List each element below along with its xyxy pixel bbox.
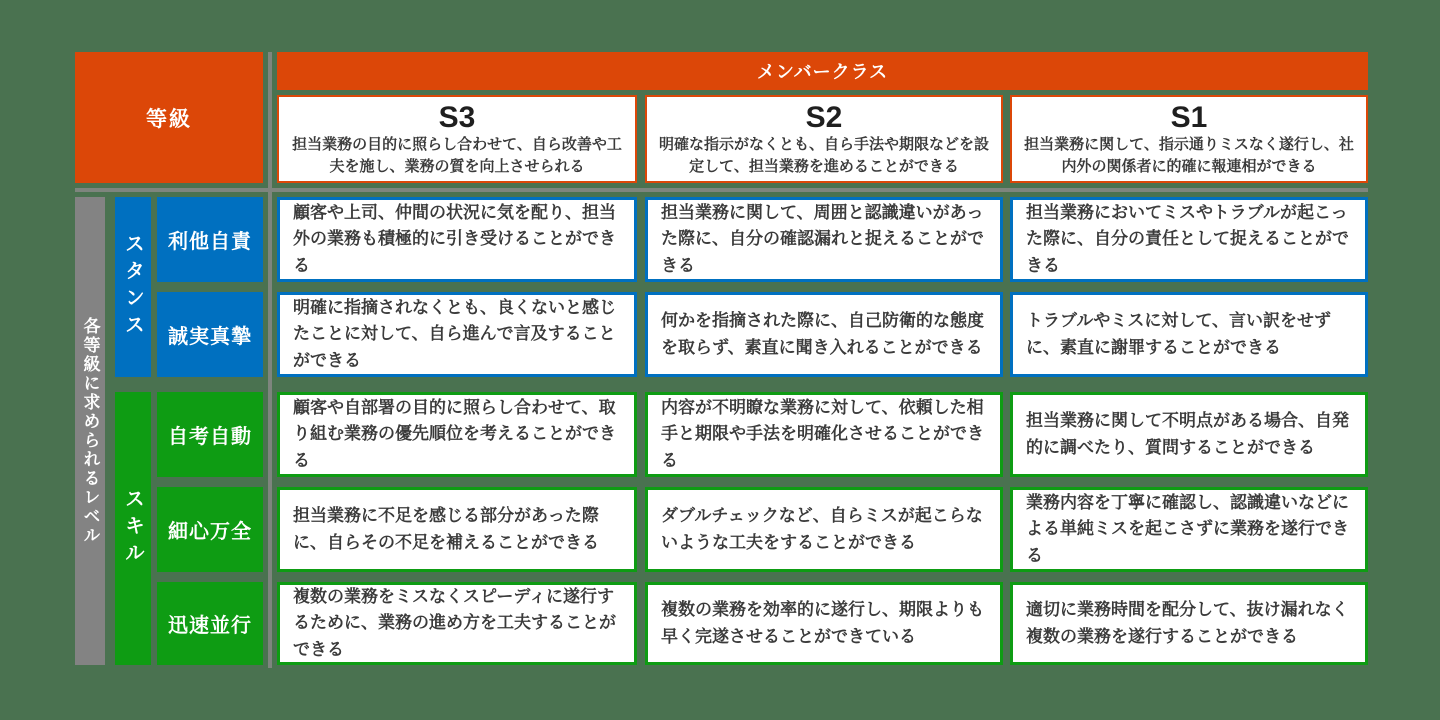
- cell-text: 明確に指摘されなくとも、良くないと感じたことに対して、自ら進んで言及することができる: [293, 297, 616, 370]
- level-axis-label: 各等級に求められるレベル: [80, 317, 100, 545]
- cell-text: 業務内容を丁寧に確認し、認識違いなどによる単純ミスを起こさずに業務を遂行できる: [1026, 492, 1349, 565]
- matrix-cell-row2-s3: [277, 292, 637, 377]
- row-label-rita-jiseki: 利他自責: [157, 197, 263, 282]
- cell-text: 内容が不明瞭な業務に対して、依頼した相手と期限や手法を明確化させることができる: [661, 397, 984, 470]
- class-description-s2: 明確な指示がなくとも、自ら手法や期限などを設定して、担当業務を進めることができる: [658, 135, 989, 175]
- section-label-skill: スキル: [121, 488, 144, 569]
- class-description-s3: 担当業務の目的に照らし合わせて、自ら改善や工夫を施し、業務の質を向上させられる: [292, 135, 622, 175]
- class-description-s1: 担当業務に関して、指示通りミスなく遂行し、社内外の関係者に的確に報連相ができる: [1024, 135, 1354, 175]
- class-header-s1: [1010, 95, 1368, 183]
- cell-text: 適切に業務時間を配分して、抜け漏れなく複数の業務を遂行することができる: [1026, 600, 1349, 646]
- row-label-jikou-jidou: 自考自動: [157, 392, 263, 477]
- section-bar-skill: [115, 392, 151, 665]
- matrix-cell-row4-s2: [645, 487, 1003, 572]
- section-label-stance: スタンス: [121, 233, 144, 341]
- matrix-cell-row4-s1: [1010, 487, 1368, 572]
- level-axis-bar: [75, 197, 105, 665]
- row-label-jinsoku-heikou: 迅速並行: [157, 582, 263, 665]
- matrix-cell-row5-s3: [277, 582, 637, 665]
- section-bar-stance: [115, 197, 151, 377]
- matrix-cell-row3-s2: [645, 392, 1003, 477]
- cell-text: 顧客や上司、仲間の状況に気を配り、担当外の業務も積極的に引き受けることができる: [293, 202, 616, 275]
- class-title-s2: S2: [805, 100, 843, 134]
- cell-text: 何かを指摘された際に、自己防衛的な態度を取らず、素直に聞き入れることができる: [661, 311, 984, 357]
- matrix-cell-row1-s1: [1010, 197, 1368, 282]
- cell-text: 顧客や自部署の目的に照らし合わせて、取り組む業務の優先順位を考えることができる: [293, 397, 616, 470]
- class-title-s1: S1: [1170, 100, 1208, 134]
- matrix-cell-row3-s3: [277, 392, 637, 477]
- cell-text: ダブルチェックなど、自らミスが起こらないような工夫をすることができる: [661, 506, 983, 552]
- matrix-cell-row3-s1: [1010, 392, 1368, 477]
- cell-text: 担当業務においてミスやトラブルが起こった際に、自分の責任として捉えることができる: [1026, 202, 1349, 275]
- matrix-cell-row5-s2: [645, 582, 1003, 665]
- matrix-cell-row5-s1: [1010, 582, 1368, 665]
- grade-header-cell: [75, 52, 263, 183]
- cell-text: トラブルやミスに対して、言い訳をせずに、素直に謝罪することができる: [1026, 311, 1331, 357]
- cell-text: 担当業務に関して不明点がある場合、自発的に調べたり、質問することができる: [1026, 411, 1349, 457]
- cell-text: 担当業務に関して、周囲と認識違いがあった際に、自分の確認漏れと捉えることができる: [661, 202, 984, 275]
- member-class-header-bar: [277, 52, 1368, 90]
- horizontal-divider: [75, 188, 1368, 192]
- class-header-s3: [277, 95, 637, 183]
- matrix-cell-row4-s3: [277, 487, 637, 572]
- cell-text: 複数の業務をミスなくスピーディに遂行するために、業務の進め方を工夫することができる: [293, 586, 616, 659]
- matrix-cell-row2-s1: [1010, 292, 1368, 377]
- matrix-cell-row1-s3: [277, 197, 637, 282]
- class-title-s3: S3: [438, 100, 476, 134]
- class-header-s2: [645, 95, 1003, 183]
- row-label-seijitsu-shinshi: 誠実真摯: [157, 292, 263, 377]
- cell-text: 担当業務に不足を感じる部分があった際に、自らその不足を補えることができる: [293, 506, 599, 552]
- cell-text: 複数の業務を効率的に遂行し、期限よりも早く完遂させることができている: [661, 600, 984, 646]
- grade-label: 等級: [146, 107, 192, 131]
- row-label-saishin-banzen: 細心万全: [157, 487, 263, 572]
- vertical-divider: [268, 52, 272, 668]
- matrix-cell-row2-s2: [645, 292, 1003, 377]
- matrix-cell-row1-s2: [645, 197, 1003, 282]
- member-class-label: メンバークラス: [756, 62, 889, 82]
